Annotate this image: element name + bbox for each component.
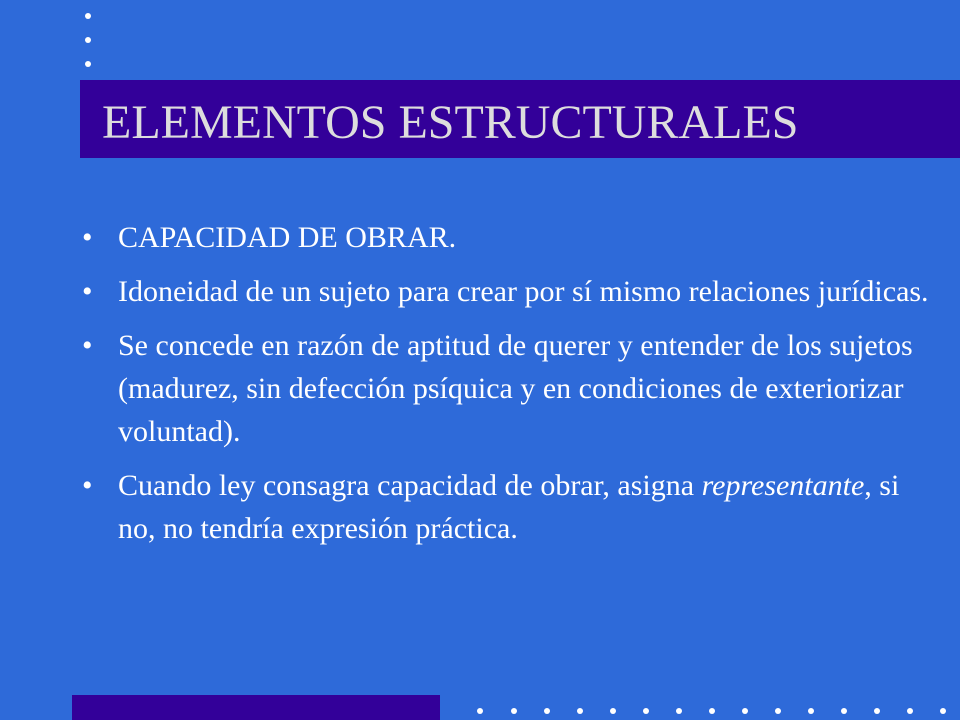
slide-title: ELEMENTOS ESTRUCTURALES	[102, 96, 799, 149]
bullet-icon: •	[82, 469, 93, 502]
decorative-dot	[544, 708, 550, 714]
bullet-icon: •	[82, 329, 93, 362]
decorative-dot	[577, 708, 583, 714]
bullet-item	[82, 464, 942, 550]
bullet-text-after: , si no, no tendría expresión práctica.	[118, 469, 900, 545]
decorative-dot	[907, 708, 913, 714]
decorative-dot	[709, 708, 715, 714]
bullet-item	[82, 216, 942, 259]
bottom-bar	[72, 695, 440, 720]
decorative-dot	[85, 61, 91, 67]
decorative-dot	[643, 708, 649, 714]
bullet-text: Se concede en razón de aptitud de querer y entender de los sujetos (madurez, sin defección psíquica y en condiciones de exteriorizar voluntad).	[118, 329, 913, 448]
bullet-icon: •	[82, 221, 93, 254]
decorative-dot	[511, 708, 517, 714]
decorative-dot	[477, 708, 483, 714]
bullet-list	[82, 216, 942, 561]
decorative-dot	[775, 708, 781, 714]
decorative-dot	[610, 708, 616, 714]
bullet-icon: •	[82, 275, 93, 308]
bullet-text: Idoneidad de un sujeto para crear por sí mismo relaciones jurídicas.	[118, 275, 929, 308]
decorative-dot	[940, 708, 946, 714]
decorative-dot	[85, 13, 91, 19]
bullet-item	[82, 270, 942, 313]
bullet-text: CAPACIDAD DE OBRAR.	[118, 221, 457, 254]
decorative-dot	[874, 708, 880, 714]
decorative-dot	[742, 708, 748, 714]
decorative-dot	[841, 708, 847, 714]
bullet-item	[82, 324, 942, 453]
decorative-dot	[676, 708, 682, 714]
decorative-dot	[85, 37, 91, 43]
decorative-dot	[808, 708, 814, 714]
bullet-emphasis: representante	[701, 469, 865, 502]
bullet-text-before: Cuando ley consagra capacidad de obrar, asigna	[118, 469, 702, 502]
